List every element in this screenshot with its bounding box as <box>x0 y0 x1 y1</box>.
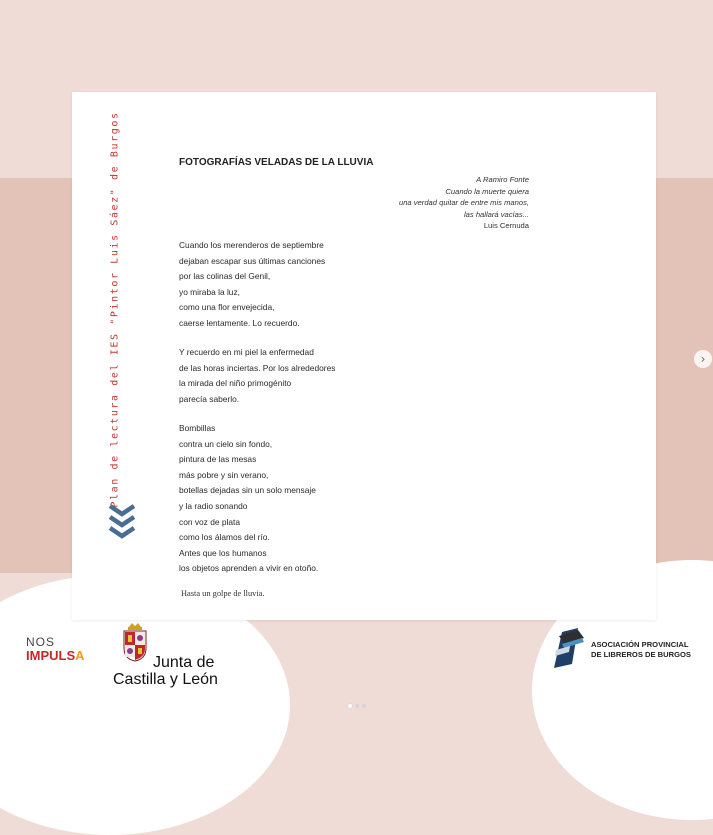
triple-chevron-down-icon <box>108 503 136 539</box>
poem-line: y la radio sonando <box>179 500 248 511</box>
poem-line: caerse lentamente. Lo recuerdo. <box>179 317 300 328</box>
impulsa-text <box>26 649 85 663</box>
poem-line: yo miraba la luz, <box>179 286 240 297</box>
jcyl-line2: Castilla y León <box>113 671 218 688</box>
epigraph-line: las hallará vacías... <box>464 209 529 219</box>
poem-line: como los álamos del río. <box>179 532 270 543</box>
junta-castilla-leon-logo <box>113 654 218 688</box>
epigraph-line: Cuando la muerte quiera <box>445 186 529 196</box>
poem-line: Cuando los merenderos de septiembre <box>179 240 324 250</box>
poem-line: Antes que los humanos <box>179 547 267 558</box>
side-label <box>105 111 125 508</box>
epigraph <box>399 174 529 232</box>
poem-line: botellas dejadas sin un solo mensaje <box>179 485 316 496</box>
poem-line: de las horas inciertas. Por los alrededores <box>179 362 336 373</box>
side-label-text: Plan de lectura del IES "Pintor Luis Sáez" de Burgos <box>109 111 121 508</box>
nos-text: NOS <box>26 635 56 649</box>
stanza-3 <box>179 421 318 577</box>
poem-line: como una flor envejecida, <box>179 302 275 313</box>
poem-line: Y recuerdo en mi piel la enfermedad <box>179 347 314 357</box>
poem-line: Bombillas <box>179 423 216 433</box>
epigraph-dedication: A Ramiro Fonte <box>476 175 529 184</box>
libreros-book-icon <box>548 628 588 670</box>
epigraph-line: una verdad quitar de entre mis manos, <box>398 198 529 208</box>
poem-line: dejaban escapar sus últimas canciones <box>179 255 326 266</box>
libreros-burgos-logo <box>591 640 691 660</box>
chevron-right-icon: › <box>700 352 706 366</box>
carousel-dot[interactable] <box>362 704 366 708</box>
poem-page <box>72 92 656 620</box>
poem-line: pintura de las mesas <box>179 454 257 465</box>
poem-last-line: Hasta un golpe de lluvia. <box>181 589 265 598</box>
next-slide-button[interactable] <box>694 350 712 368</box>
libreros-line2: DE LIBREROS DE BURGOS <box>591 650 691 659</box>
epigraph-author: Luis Cernuda <box>483 221 529 231</box>
poem-line: contra un cielo sin fondo, <box>179 438 273 449</box>
jcyl-line1: Junta de <box>153 654 215 671</box>
carousel-dot[interactable] <box>355 704 359 708</box>
poem-line: por las colinas del Genil, <box>179 271 271 282</box>
poem-line: más pobre y sin verano, <box>179 469 269 480</box>
carousel-indicator <box>348 704 366 708</box>
poem-line: los objetos aprenden a vivir en otoño. <box>179 563 319 574</box>
carousel-dot[interactable] <box>348 704 352 708</box>
libreros-line1: ASOCIACIÓN PROVINCIAL <box>591 640 689 649</box>
stanza-2 <box>179 345 335 407</box>
poem-line: la mirada del niño primogénito <box>179 378 292 389</box>
impulsa-end: A <box>75 648 85 663</box>
poem-line: con voz de plata <box>179 516 240 527</box>
nos-impulsa-logo <box>26 636 85 663</box>
poem-line: parecía saberlo. <box>179 393 240 404</box>
stanza-1 <box>179 238 325 332</box>
impulsa-main: IMPULS <box>26 648 76 663</box>
poem-title: FOTOGRAFÍAS VELADAS DE LA LLUVIA <box>179 157 374 168</box>
